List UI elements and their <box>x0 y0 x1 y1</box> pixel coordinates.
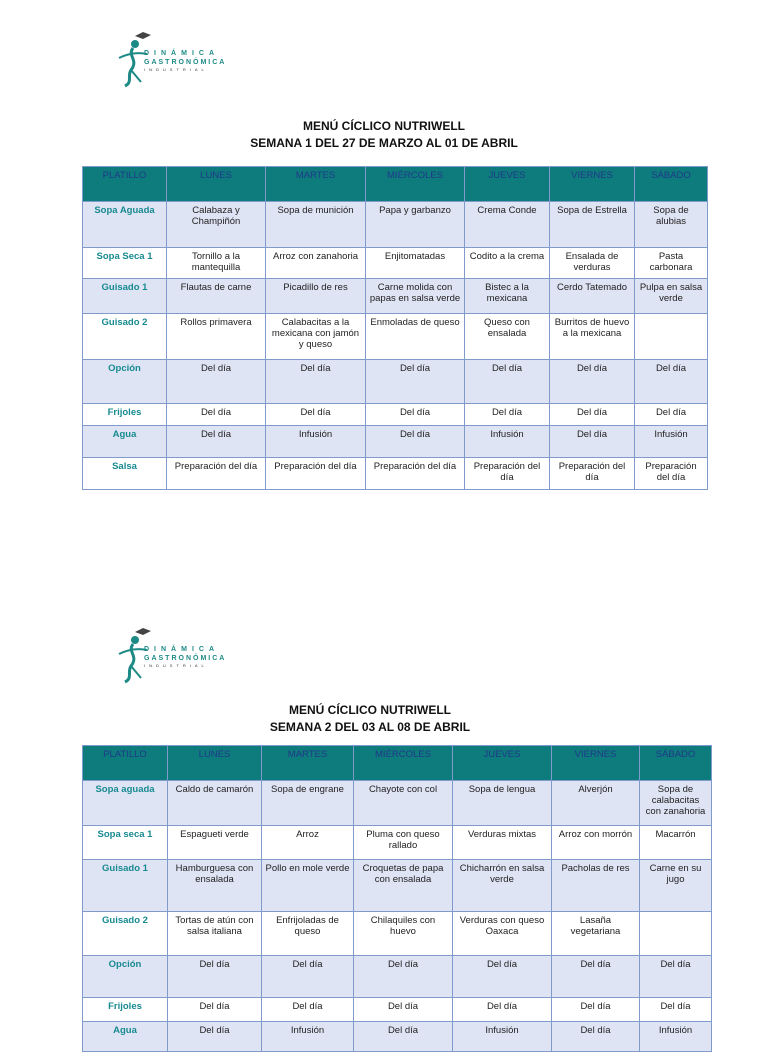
row-label: Guisado 2 <box>83 314 167 360</box>
table-cell: Preparación del día <box>167 458 266 490</box>
table-cell: Burritos de huevo a la mexicana <box>550 314 635 360</box>
header-sabado: SÁBADO <box>640 746 712 781</box>
header-martes: MARTES <box>266 167 366 202</box>
company-logo <box>113 626 227 682</box>
table-cell: Verduras mixtas <box>453 826 552 860</box>
logo-line-1: DINÁMICA <box>144 50 219 57</box>
table-cell: Infusión <box>266 426 366 458</box>
table-cell: Del día <box>552 956 640 998</box>
header-miercoles: MIÉRCOLES <box>354 746 453 781</box>
table-cell: Del día <box>266 360 366 404</box>
table-row <box>83 956 712 998</box>
table-cell: Infusión <box>465 426 550 458</box>
table-cell: Bistec a la mexicana <box>465 279 550 314</box>
table-cell: Cerdo Tatemado <box>550 279 635 314</box>
table-cell: Pluma con queso rallado <box>354 826 453 860</box>
week2-title-line: MENÚ CÍCLICO NUTRIWELL <box>289 703 451 717</box>
table-cell: Del día <box>640 998 712 1022</box>
table-cell: Codito a la crema <box>465 248 550 279</box>
week1-title <box>0 118 768 152</box>
table-cell: Rollos primavera <box>167 314 266 360</box>
table-cell: Del día <box>168 998 262 1022</box>
table-cell: Sopa de alubias <box>635 202 708 248</box>
header-lunes: LUNES <box>167 167 266 202</box>
table-cell <box>640 912 712 956</box>
table-row <box>83 314 708 360</box>
table-row <box>83 458 708 490</box>
row-label: Guisado 1 <box>83 860 168 912</box>
table-cell: Tornillo a la mantequilla <box>167 248 266 279</box>
table-cell: Preparación del día <box>635 458 708 490</box>
row-label: Sopa Aguada <box>83 202 167 248</box>
table-cell: Flautas de carne <box>167 279 266 314</box>
table-cell: Enjitomatadas <box>366 248 465 279</box>
week1-header-row <box>83 167 708 202</box>
table-cell: Del día <box>550 404 635 426</box>
week2-subtitle-line: SEMANA 2 DEL 03 AL 08 DE ABRIL <box>269 720 471 734</box>
table-cell: Pasta carbonara <box>635 248 708 279</box>
week2-title <box>0 702 754 736</box>
table-cell: Croquetas de papa con ensalada <box>354 860 453 912</box>
table-cell: Del día <box>167 404 266 426</box>
table-row <box>83 360 708 404</box>
header-lunes: LUNES <box>168 746 262 781</box>
logo-line-1: DINÁMICA <box>144 646 219 653</box>
table-row <box>83 1022 712 1052</box>
table-cell: Ensalada de verduras <box>550 248 635 279</box>
table-cell: Chayote con col <box>354 781 453 826</box>
header-platillo: PLATILLO <box>83 167 167 202</box>
table-cell: Arroz con morrón <box>552 826 640 860</box>
table-cell: Del día <box>266 404 366 426</box>
table-cell: Sopa de munición <box>266 202 366 248</box>
table-cell: Sopa de lengua <box>453 781 552 826</box>
table-cell: Del día <box>354 1022 453 1052</box>
table-cell: Del día <box>453 956 552 998</box>
table-cell: Sopa de engrane <box>262 781 354 826</box>
table-cell: Del día <box>366 360 465 404</box>
table-cell: Preparación del día <box>266 458 366 490</box>
table-cell: Espagueti verde <box>168 826 262 860</box>
week1-menu-table <box>82 166 708 490</box>
table-row <box>83 826 712 860</box>
table-cell: Del día <box>465 360 550 404</box>
company-logo <box>113 30 227 86</box>
header-platillo: PLATILLO <box>83 746 168 781</box>
table-cell: Verduras con queso Oaxaca <box>453 912 552 956</box>
table-row <box>83 248 708 279</box>
row-label: Guisado 1 <box>83 279 167 314</box>
table-cell: Hamburguesa con ensalada <box>168 860 262 912</box>
header-jueves: JUEVES <box>453 746 552 781</box>
table-cell: Caldo de camarón <box>168 781 262 826</box>
table-cell: Del día <box>167 426 266 458</box>
table-row <box>83 404 708 426</box>
table-row <box>83 426 708 458</box>
table-cell <box>635 314 708 360</box>
table-cell: Enmoladas de queso <box>366 314 465 360</box>
header-miercoles: MIÉRCOLES <box>366 167 465 202</box>
logo-line-2: GASTRONÓMICA <box>144 59 227 66</box>
table-cell: Arroz con zanahoria <box>266 248 366 279</box>
week1-subtitle-line: SEMANA 1 DEL 27 DE MARZO AL 01 DE ABRIL <box>250 136 518 150</box>
table-cell: Del día <box>354 998 453 1022</box>
table-row <box>83 202 708 248</box>
table-cell: Chilaquiles con huevo <box>354 912 453 956</box>
table-cell: Arroz <box>262 826 354 860</box>
table-cell: Queso con ensalada <box>465 314 550 360</box>
week2-header-row <box>83 746 712 781</box>
header-viernes: VIERNES <box>550 167 635 202</box>
table-row <box>83 279 708 314</box>
table-cell: Calabaza y Champiñón <box>167 202 266 248</box>
table-cell: Preparación del día <box>465 458 550 490</box>
row-label: Opción <box>83 956 168 998</box>
table-cell: Del día <box>552 1022 640 1052</box>
logo-line-3: INDUSTRIAL <box>144 663 208 668</box>
header-sabado: SÁBADO <box>635 167 708 202</box>
table-cell: Infusión <box>262 1022 354 1052</box>
row-label: Frijoles <box>83 998 168 1022</box>
table-cell: Pulpa en salsa verde <box>635 279 708 314</box>
table-row <box>83 781 712 826</box>
table-cell: Del día <box>550 426 635 458</box>
table-row <box>83 912 712 956</box>
table-cell: Tortas de atún con salsa italiana <box>168 912 262 956</box>
table-cell: Del día <box>262 956 354 998</box>
table-cell: Infusión <box>453 1022 552 1052</box>
row-label: Agua <box>83 426 167 458</box>
table-cell: Del día <box>453 998 552 1022</box>
week2-menu-table <box>82 745 712 1052</box>
table-cell: Del día <box>635 360 708 404</box>
row-label: Sopa aguada <box>83 781 168 826</box>
table-cell: Picadillo de res <box>266 279 366 314</box>
table-cell: Chicharrón en salsa verde <box>453 860 552 912</box>
table-cell: Preparación del día <box>550 458 635 490</box>
table-cell: Macarrón <box>640 826 712 860</box>
table-cell: Del día <box>354 956 453 998</box>
table-cell: Sopa de calabacitas con zanahoria <box>640 781 712 826</box>
table-cell: Del día <box>168 956 262 998</box>
table-cell: Pacholas de res <box>552 860 640 912</box>
table-cell: Lasaña vegetariana <box>552 912 640 956</box>
table-cell: Crema Conde <box>465 202 550 248</box>
row-label: Agua <box>83 1022 168 1052</box>
table-cell: Del día <box>167 360 266 404</box>
week1-title-line: MENÚ CÍCLICO NUTRIWELL <box>303 119 465 133</box>
table-cell: Del día <box>552 998 640 1022</box>
table-cell: Del día <box>366 426 465 458</box>
logo-line-3: INDUSTRIAL <box>144 67 208 72</box>
header-jueves: JUEVES <box>465 167 550 202</box>
table-cell: Carne molida con papas en salsa verde <box>366 279 465 314</box>
row-label: Frijoles <box>83 404 167 426</box>
table-cell: Calabacitas a la mexicana con jamón y queso <box>266 314 366 360</box>
row-label: Sopa Seca 1 <box>83 248 167 279</box>
table-cell: Sopa de Estrella <box>550 202 635 248</box>
logo-line-2: GASTRONÓMICA <box>144 655 227 662</box>
table-cell: Del día <box>168 1022 262 1052</box>
table-cell: Enfrijoladas de queso <box>262 912 354 956</box>
table-cell: Del día <box>366 404 465 426</box>
row-label: Opción <box>83 360 167 404</box>
header-viernes: VIERNES <box>552 746 640 781</box>
table-cell: Infusión <box>640 1022 712 1052</box>
table-cell: Papa y garbanzo <box>366 202 465 248</box>
header-martes: MARTES <box>262 746 354 781</box>
table-cell: Infusión <box>635 426 708 458</box>
table-row <box>83 998 712 1022</box>
table-cell: Del día <box>635 404 708 426</box>
table-cell: Del día <box>550 360 635 404</box>
table-cell: Alverjón <box>552 781 640 826</box>
table-cell: Preparación del día <box>366 458 465 490</box>
table-cell: Del día <box>640 956 712 998</box>
table-cell: Pollo en mole verde <box>262 860 354 912</box>
table-cell: Carne en su jugo <box>640 860 712 912</box>
table-row <box>83 860 712 912</box>
table-cell: Del día <box>262 998 354 1022</box>
table-cell: Del día <box>465 404 550 426</box>
row-label: Guisado 2 <box>83 912 168 956</box>
row-label: Sopa seca 1 <box>83 826 168 860</box>
row-label: Salsa <box>83 458 167 490</box>
